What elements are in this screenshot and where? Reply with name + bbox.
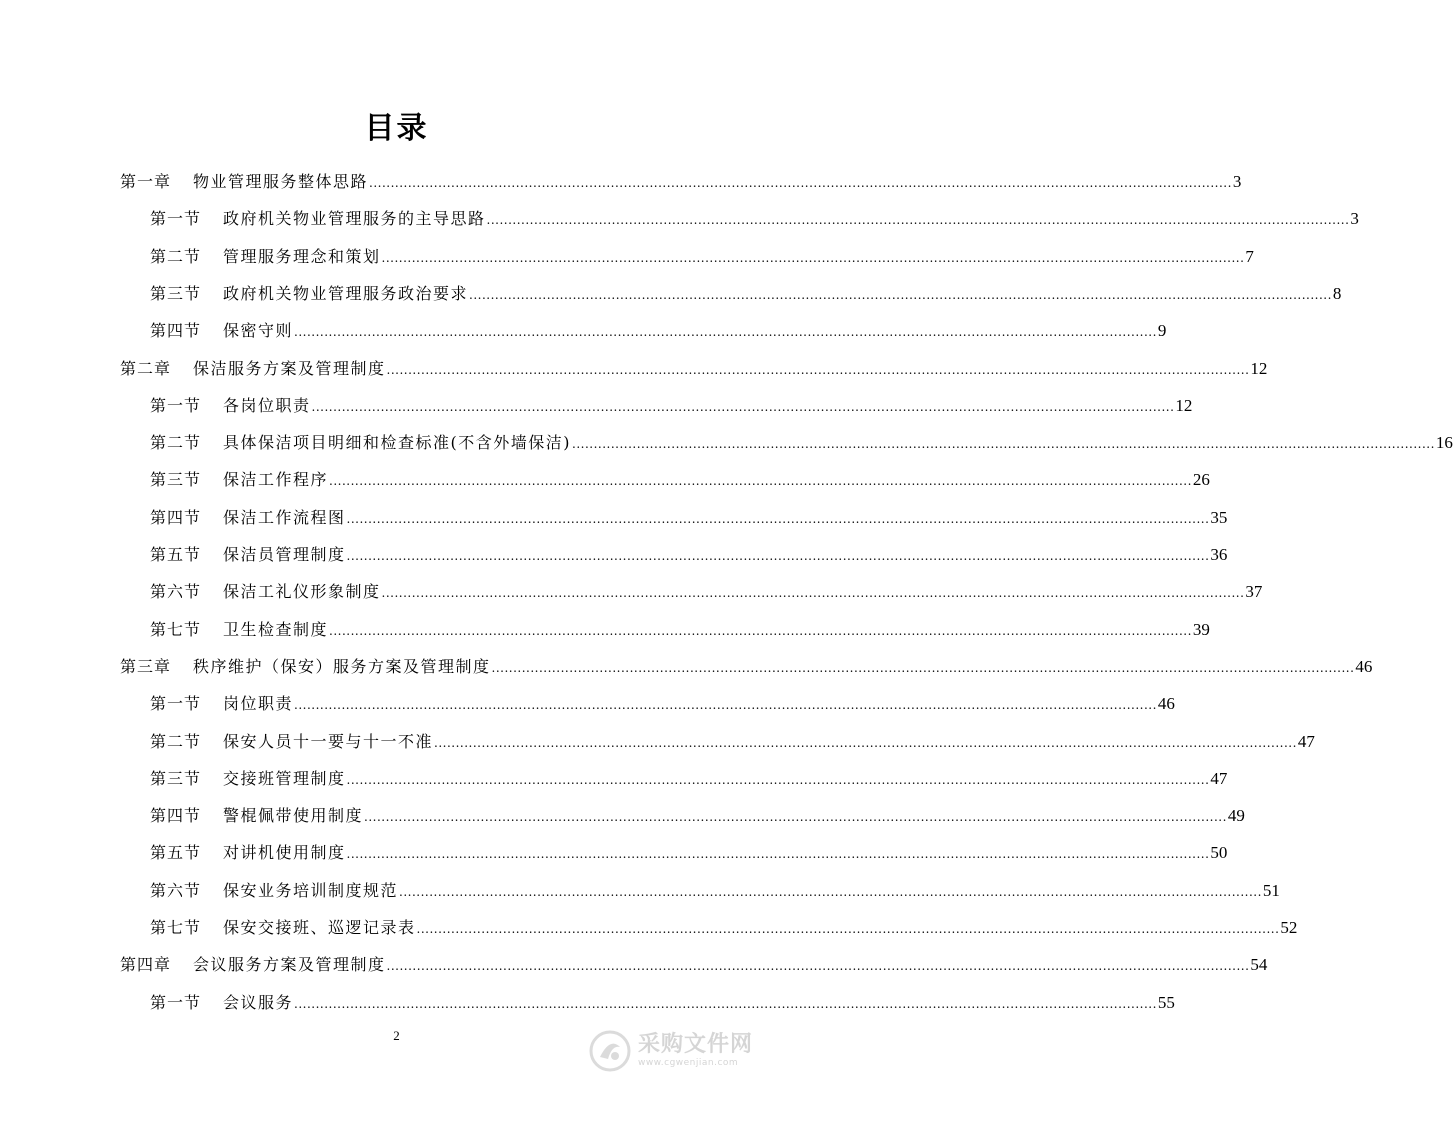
entry-title: 对讲机使用制度: [223, 843, 346, 863]
entry-number: 第二章: [120, 358, 172, 378]
entry-number: 第六节: [150, 582, 202, 602]
entry-page-number: 26: [1192, 470, 1210, 490]
entry-page-number: 46: [1157, 694, 1175, 714]
entry-title: 保洁员管理制度: [223, 545, 346, 564]
entry-title: 具体保洁项目明细和检查标准(不含外墙保洁): [223, 433, 572, 453]
entry-number: 第四章: [120, 955, 172, 975]
entry-number: 第一节: [150, 992, 202, 1012]
entry-number: 第一章: [120, 172, 172, 191]
entry-number: 第三章: [120, 656, 172, 676]
dot-leader: ........................................................................................................................................................................................................: [469, 287, 1332, 302]
toc-chapter-entry: [120, 953, 1268, 977]
entry-page-number: 39: [1192, 619, 1210, 639]
entry-title: 保安人员十一要与十一不准: [223, 731, 434, 751]
dot-leader: ........................................................................................................................................................................................................: [386, 959, 1250, 974]
entry-number: 第三节: [150, 283, 202, 303]
entry-title: 保洁工礼仪形象制度: [223, 582, 381, 602]
entry-page-number: 36: [1210, 545, 1228, 564]
toc-title: 目录: [364, 111, 429, 146]
dot-leader: ........................................................................................................................................................................................................: [381, 250, 1245, 265]
entry-page-number: 47: [1297, 731, 1315, 751]
entry-page-number: 55: [1157, 992, 1175, 1012]
toc-section-entry: [150, 543, 1228, 567]
entry-number: 第三节: [150, 470, 202, 490]
entry-number: 第六节: [150, 880, 202, 900]
entry-number: 第二节: [150, 433, 202, 453]
entry-number: 第一节: [150, 694, 202, 714]
dot-leader: ........................................................................................................................................................................................................: [329, 623, 1192, 638]
entry-page-number: 16: [1435, 433, 1453, 453]
entry-title: 会议服务: [223, 992, 294, 1012]
toc-section-entry: [150, 319, 1167, 343]
dot-leader: ........................................................................................................................................................................................................: [572, 437, 1435, 452]
toc-section-entry: [150, 245, 1254, 269]
dot-leader: ........................................................................................................................................................................................................: [399, 884, 1262, 899]
toc-section-entry: [150, 879, 1280, 903]
toc-section-entry: [150, 916, 1298, 940]
dot-leader: ........................................................................................................................................................................................................: [294, 698, 1157, 713]
dot-leader: ........................................................................................................................................................................................................: [486, 213, 1350, 228]
dot-leader: ........................................................................................................................................................................................................: [364, 810, 1227, 825]
watermark-text: [638, 1034, 753, 1068]
entry-title: 交接班管理制度: [223, 768, 346, 788]
dot-leader: ........................................................................................................................................................................................................: [346, 847, 1210, 862]
entry-page-number: 37: [1245, 582, 1263, 602]
dot-leader: ........................................................................................................................................................................................................: [386, 362, 1250, 377]
entry-number: 第四节: [150, 806, 202, 826]
dot-leader: ........................................................................................................................................................................................................: [491, 660, 1355, 675]
entry-page-number: 9: [1157, 321, 1167, 341]
entry-page-number: 12: [1175, 395, 1193, 415]
entry-number: 第四节: [150, 507, 202, 527]
entry-title: 各岗位职责: [223, 395, 311, 415]
toc-section-entry: [150, 207, 1359, 231]
toc-section-entry: [150, 991, 1175, 1015]
entry-title: 保洁服务方案及管理制度: [193, 358, 386, 378]
entry-title: 保密守则: [223, 321, 294, 341]
toc-section-entry: [150, 692, 1175, 716]
entry-page-number: 12: [1250, 358, 1268, 378]
entry-number: 第五节: [150, 843, 202, 863]
dot-leader: ........................................................................................................................................................................................................: [311, 399, 1175, 414]
entry-number: 第五节: [150, 545, 202, 564]
toc-section-entry: [150, 282, 1342, 306]
entry-number: 第二节: [150, 246, 202, 266]
entry-page-number: 7: [1245, 246, 1254, 266]
toc-section-entry: [150, 506, 1228, 530]
entry-page-number: 3: [1232, 172, 1242, 191]
toc-chapter-entry: [120, 357, 1268, 381]
entry-number: 第一节: [150, 395, 202, 415]
entry-title: 警棍佩带使用制度: [223, 806, 364, 826]
entry-page-number: 52: [1280, 918, 1298, 937]
toc-section-entry: [150, 468, 1210, 492]
entry-page-number: 8: [1332, 283, 1342, 303]
entry-page-number: 3: [1350, 209, 1359, 229]
entry-number: 第四节: [150, 321, 202, 341]
entry-number: 第七节: [150, 918, 202, 937]
toc-section-entry: [150, 580, 1263, 604]
toc-chapter-entry: [120, 655, 1373, 679]
watermark-url: www.cgwenjian.com: [638, 1058, 739, 1068]
dot-leader: ........................................................................................................................................................................................................: [329, 474, 1192, 489]
entry-page-number: 51: [1262, 880, 1280, 900]
entry-title: 会议服务方案及管理制度: [193, 955, 386, 975]
dot-leader: ........................................................................................................................................................................................................: [369, 176, 1232, 190]
watermark-name: 采购文件网: [638, 1032, 754, 1057]
entry-page-number: 46: [1355, 656, 1373, 676]
toc-section-entry: [150, 618, 1210, 642]
entry-page-number: 47: [1210, 768, 1228, 788]
toc-chapter-entry: [120, 170, 1242, 194]
cgwenjian-logo-icon: [588, 1029, 632, 1073]
entry-title: 秩序维护（保安）服务方案及管理制度: [193, 656, 491, 676]
entry-page-number: 49: [1227, 806, 1245, 826]
dot-leader: ........................................................................................................................................................................................................: [381, 586, 1245, 601]
dot-leader: ........................................................................................................................................................................................................: [416, 922, 1280, 936]
entry-page-number: 50: [1210, 843, 1228, 863]
dot-leader: ........................................................................................................................................................................................................: [294, 996, 1157, 1011]
toc-section-entry: [150, 841, 1228, 865]
entry-title: 政府机关物业管理服务的主导思路: [223, 209, 486, 229]
entry-number: 第三节: [150, 768, 202, 788]
entry-title: 物业管理服务整体思路: [193, 172, 369, 191]
entry-page-number: 54: [1250, 955, 1268, 975]
watermark: [588, 1026, 763, 1076]
entry-title: 政府机关物业管理服务政治要求: [223, 283, 469, 303]
dot-leader: ........................................................................................................................................................................................................: [434, 735, 1297, 750]
entry-title: 管理服务理念和策划: [223, 246, 381, 266]
entry-title: 保安交接班、巡逻记录表: [223, 918, 416, 937]
dot-leader: ........................................................................................................................................................................................................: [294, 325, 1157, 340]
toc-section-entry: [150, 730, 1315, 754]
toc-section-entry: [150, 804, 1245, 828]
toc-section-entry: [150, 431, 1453, 455]
entry-page-number: 35: [1210, 507, 1228, 527]
entry-title: 保洁工作程序: [223, 470, 329, 490]
page-number: 2: [393, 1028, 400, 1043]
toc-section-entry: [150, 394, 1193, 418]
entry-number: 第一节: [150, 209, 202, 229]
dot-leader: ........................................................................................................................................................................................................: [346, 549, 1210, 563]
entry-title: 保洁工作流程图: [223, 507, 346, 527]
entry-number: 第七节: [150, 619, 202, 639]
toc-section-entry: [150, 767, 1228, 791]
entry-title: 保安业务培训制度规范: [223, 880, 399, 900]
dot-leader: ........................................................................................................................................................................................................: [346, 772, 1210, 787]
entry-title: 岗位职责: [223, 694, 294, 714]
entry-title: 卫生检查制度: [223, 619, 329, 639]
dot-leader: ........................................................................................................................................................................................................: [346, 511, 1210, 526]
entry-number: 第二节: [150, 731, 202, 751]
